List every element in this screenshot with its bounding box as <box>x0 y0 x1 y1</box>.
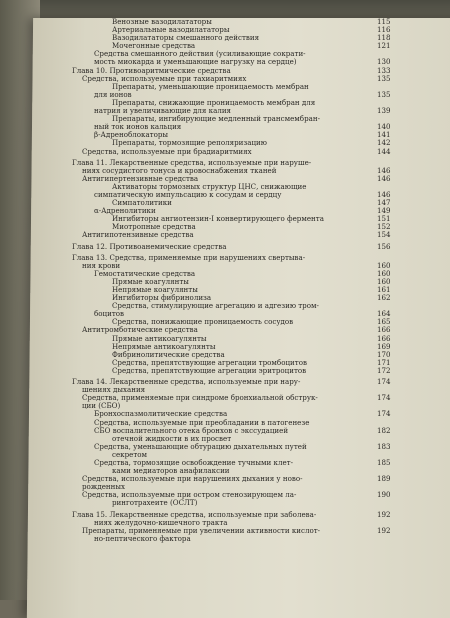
entry-title: Артериальные вазодилататоры <box>112 25 230 35</box>
entry-title: Венозные вазодилататоры <box>112 17 212 26</box>
page-number: 192 <box>377 525 391 535</box>
page-number: 135 <box>377 89 391 99</box>
page-number: 152 <box>377 222 391 232</box>
entry-title: Глава 15. Лекарственные средства, используемые при заболева- <box>72 509 317 519</box>
page-number: 142 <box>377 138 391 148</box>
entry-title: Средства, используемые при нарушениях дыхания у ново- <box>82 474 303 484</box>
page-number: 135 <box>377 73 391 83</box>
page-number: 172 <box>377 365 391 375</box>
entry-title: ками медиаторов анафилаксии <box>112 466 230 476</box>
page-number: 146 <box>377 189 391 199</box>
page-number: 174 <box>377 393 391 403</box>
page-number: 144 <box>377 146 391 156</box>
entry-title: Непрямые коагулянты <box>112 285 198 294</box>
entry-title: β-Адреноблокаторы <box>94 130 169 140</box>
entry-title: Гемостатические средства <box>94 268 196 278</box>
entry-title: Непрямые антикоагулянты <box>112 341 216 351</box>
page-number: 160 <box>377 260 391 270</box>
entry-title: СБО воспалительного отека бронхов с экссудацией <box>94 425 289 435</box>
toc-entry <box>72 231 450 239</box>
page-number: 161 <box>377 285 391 294</box>
entry-title: Препараты, применяемые при увеличении активности кислот- <box>82 525 321 535</box>
entry-title: мость миокарда и уменьшающие нагрузку на сердце) <box>94 57 297 67</box>
toc-entry <box>72 302 450 310</box>
page-number: 151 <box>377 214 391 224</box>
entry-title: отечной жидкости в их просвет <box>112 433 232 443</box>
entry-title: но-пептического фактора <box>94 533 191 543</box>
page-number: 146 <box>377 165 391 175</box>
page-number: 170 <box>377 349 391 359</box>
entry-title: Средства, применяемые при синдроме бронхиальной обструк- <box>82 393 318 403</box>
entry-title: Миотропные средства <box>112 222 196 232</box>
page-number: 174 <box>377 377 391 387</box>
entry-title: Средства, уменьшающие обтурацию дыхательных путей <box>94 441 307 451</box>
entry-title: секретом <box>112 449 148 459</box>
entry-title: Глава 14. Лекарственные средства, используемые при нару- <box>72 377 301 387</box>
page-number: 185 <box>377 457 391 467</box>
toc-entry <box>72 499 450 507</box>
page-number: 189 <box>377 474 391 484</box>
entry-title: Симпатолитики <box>112 198 172 208</box>
chapter-entry <box>72 254 450 262</box>
entry-title: ный ток ионов кальция <box>94 122 182 132</box>
page-number: 164 <box>377 309 391 319</box>
page-number: 115 <box>377 17 391 26</box>
entry-title: Прямые коагулянты <box>112 276 189 286</box>
page-number: 169 <box>377 341 391 351</box>
entry-title: Бронхоспазмолитические средства <box>94 409 228 419</box>
page-number: 140 <box>377 122 391 132</box>
entry-title: ниях желудочно-кишечного тракта <box>94 517 228 527</box>
entry-title: Фибринолитические средства <box>112 349 225 359</box>
entry-title: Мочегонные средства <box>112 41 196 51</box>
entry-title: Антигипертензивные средства <box>82 173 199 183</box>
page-number: 141 <box>377 130 391 140</box>
page-number: 146 <box>377 173 391 183</box>
entry-title: Антигипотензивные средства <box>82 230 194 240</box>
entry-title: боцитов <box>94 309 125 319</box>
entry-title: шениях дыхания <box>82 385 146 395</box>
entry-title: Глава 11. Лекарственные средства, используемые при наруше- <box>72 157 312 167</box>
table-of-contents <box>72 18 450 543</box>
entry-title: Препараты, снижающие проницаемость мембран для <box>112 97 316 107</box>
page-number: 149 <box>377 206 391 216</box>
entry-title: ния крови <box>82 260 121 270</box>
page-number: 162 <box>377 293 391 303</box>
entry-title: Препараты, тормозящие реполяризацию <box>112 138 267 148</box>
page-number: 133 <box>377 65 391 75</box>
entry-title: ции (СБО) <box>82 401 121 411</box>
entry-title: Глава 12. Противоанемические средства <box>72 241 227 251</box>
page-number: 165 <box>377 317 391 327</box>
page-number: 121 <box>377 41 391 51</box>
entry-title: Прямые антикоагулянты <box>112 333 207 343</box>
page-number: 156 <box>377 241 391 251</box>
page-number: 166 <box>377 333 391 343</box>
page-number: 182 <box>377 425 391 435</box>
entry-title: Средства смешанного действия (усиливающие сократи- <box>94 49 306 59</box>
entry-title: Ингибиторы фибринолиза <box>112 293 212 303</box>
page-number: 147 <box>377 198 391 208</box>
page-number: 139 <box>377 106 391 116</box>
entry-title: Антитромботические средства <box>82 325 198 335</box>
page-number: 160 <box>377 276 391 286</box>
page-number: 174 <box>377 409 391 419</box>
entry-title: Средства, препятствующие агрегации эритроцитов <box>112 365 307 375</box>
toc-entry <box>72 475 450 483</box>
entry-title: Вазодилататоры смешанного действия <box>112 33 260 43</box>
page-number: 166 <box>377 325 391 335</box>
page-number: 190 <box>377 490 391 500</box>
page-number: 118 <box>377 33 391 43</box>
entry-title: натрия и увеличивающие для калия <box>94 106 232 116</box>
entry-title: Средства, используемые при преобладании в патогенезе <box>94 417 310 427</box>
entry-title: Средства, используемые при брадиаритмиях <box>82 146 252 156</box>
entry-title: Средства, стимулирующие агрегацию и адгезию тром- <box>112 301 319 311</box>
toc-entry <box>72 367 450 375</box>
entry-title: Препараты, ингибирующие медленный трансмембран- <box>112 114 320 124</box>
page-number: 183 <box>377 441 391 451</box>
entry-title: Средства, препятствующие агрегации тромбоцитов <box>112 357 307 367</box>
page-number: 116 <box>377 25 391 35</box>
entry-title: симпатическую импульсацию к сосудам и сердцу <box>94 189 282 199</box>
entry-title: Средства, понижающие проницаемость сосудов <box>112 317 294 327</box>
page-number: 130 <box>377 57 391 67</box>
entry-title: α-Адренолитики <box>94 206 156 216</box>
chapter-entry <box>72 243 450 251</box>
entry-title: ниях сосудистого тонуса и кровоснабжения тканей <box>82 165 277 175</box>
entry-title: Активаторы тормозных структур ЦНС, снижающие <box>112 181 307 191</box>
entry-title: Ингибиторы ангиотензин-I конвертирующего фермента <box>112 214 324 224</box>
entry-title: ринготрахеите (ОСЛТ) <box>112 498 198 508</box>
entry-title: Средства, тормозящие освобождение тучными клет- <box>94 457 293 467</box>
page-number: 192 <box>377 509 391 519</box>
entry-title: рожденных <box>82 482 126 492</box>
toc-entry <box>72 148 450 156</box>
entry-title: Глава 10. Противоаритмические средства <box>72 65 231 75</box>
entry-title: Препараты, уменьшающие проницаемость мембран <box>112 81 309 91</box>
entry-title: Глава 13. Средства, применяемые при нарушениях свертыва- <box>72 252 306 262</box>
page-number: 154 <box>377 230 391 240</box>
page-number: 171 <box>377 357 391 367</box>
toc-entry <box>72 535 450 543</box>
toc-entry <box>72 394 450 402</box>
entry-title: для ионов <box>94 89 132 99</box>
entry-title: Средства, используемые при тахиаритмиях <box>82 73 247 83</box>
page-number: 160 <box>377 268 391 278</box>
entry-title: Средства, используемые при остром стенозирующем ла- <box>82 490 297 500</box>
